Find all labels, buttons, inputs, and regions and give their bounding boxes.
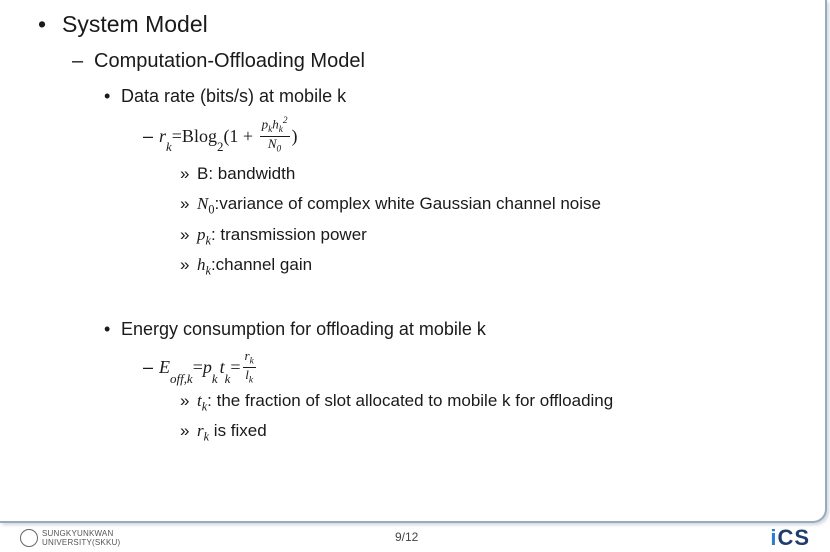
def-text: : transmission power: [210, 225, 367, 244]
university-emblem-icon: [20, 529, 38, 547]
formula2-num-r-sub: k: [249, 356, 254, 367]
bullet-level4: »: [180, 421, 190, 440]
formula1-num-h-sup: 2: [282, 116, 288, 126]
formula1-numerator: [260, 117, 290, 137]
formula2-p: p: [202, 357, 212, 378]
energy-formula: [143, 349, 258, 387]
formula1-lhs-sub: k: [166, 139, 172, 155]
formula2-denominator: [243, 368, 255, 386]
def-sub: k: [203, 429, 210, 444]
def-text: : the fraction of slot allocated to mobile k for offloading: [207, 391, 614, 410]
def-var: t: [197, 391, 202, 410]
data-rate-heading-text: Data rate (bits/s) at mobile k: [121, 86, 347, 106]
formula2-p-sub: k: [211, 370, 218, 386]
formula-dash: –: [143, 125, 154, 146]
def-text: :variance of complex white Gaussian channel noise: [214, 194, 601, 213]
def-var: N: [197, 194, 209, 213]
university-line2: UNIVERSITY(SKKU): [42, 538, 121, 547]
def-sub: k: [201, 399, 208, 414]
def-sub: k: [205, 263, 211, 278]
lab-logo-rest: CS: [777, 525, 810, 550]
formula2-t: t: [219, 357, 225, 378]
formula1-log-sub: 2: [216, 139, 224, 155]
formula2-numerator: [243, 349, 256, 368]
formula2-lhs-sub: off,k: [170, 370, 193, 386]
formula2-t-sub: k: [224, 370, 231, 386]
formula2-lhs-var: E: [159, 357, 171, 378]
def-var: r: [197, 421, 204, 440]
formula1-num-h-sub: k: [278, 124, 283, 135]
def-rate-fixed: [180, 421, 267, 444]
page-number: 9/12: [395, 530, 419, 544]
def-gain: [180, 255, 312, 278]
formula1-fraction: [260, 117, 290, 155]
def-text: :channel gain: [210, 255, 313, 274]
university-line1: SUNGKYUNKWAN: [42, 529, 114, 538]
formula-dash: –: [143, 357, 154, 378]
def-sub: 0: [208, 202, 215, 217]
formula1-num-p: p: [261, 116, 269, 132]
slide-subtitle: [72, 50, 365, 73]
bullet-level4: »: [180, 225, 190, 244]
bullet-level2: –: [72, 50, 84, 72]
title-text: System Model: [62, 11, 208, 37]
university-logo: [20, 529, 120, 547]
def-bandwidth: [180, 164, 295, 184]
formula2-eq2: =: [230, 357, 241, 378]
bullet-level4: »: [180, 391, 190, 410]
data-rate-formula: [143, 117, 298, 155]
def-sub: k: [205, 233, 211, 248]
formula1-denominator: [266, 137, 283, 155]
formula1-den-n-sub: 0: [276, 144, 282, 155]
formula1-close: ): [291, 125, 298, 146]
formula1-open: (1 +: [223, 125, 258, 146]
energy-heading-text: Energy consumption for offloading at mobile k: [121, 319, 486, 339]
slide-title: [38, 11, 208, 38]
lab-logo: [770, 525, 810, 551]
energy-heading: [104, 319, 486, 340]
formula2-eq1: =: [192, 357, 203, 378]
bullet-level3: •: [104, 86, 111, 106]
university-name: [42, 529, 120, 547]
def-var: h: [197, 255, 206, 274]
bullet-level1: •: [38, 11, 47, 37]
def-fraction: [180, 391, 613, 414]
def-text: B: bandwidth: [197, 164, 296, 183]
formula2-fraction: [243, 349, 256, 387]
bullet-level4: »: [180, 164, 190, 183]
def-var: p: [197, 225, 206, 244]
bullet-level4: »: [180, 255, 190, 274]
formula2-den-l-sub: k: [248, 375, 253, 386]
lab-logo-i: i: [770, 525, 778, 550]
bullet-level4: »: [180, 194, 190, 213]
bullet-level3: •: [104, 319, 111, 339]
def-text: is fixed: [209, 421, 267, 440]
formula1-eq-text: =Blog: [171, 125, 217, 146]
formula1-num-h: h: [272, 116, 279, 132]
def-power: [180, 225, 367, 248]
formula2-den-l: l: [245, 367, 249, 383]
formula2-num-r: r: [244, 348, 250, 363]
subtitle-text: Computation-Offloading Model: [94, 50, 365, 72]
formula1-den-n: N: [267, 135, 277, 151]
def-noise: [180, 194, 601, 217]
formula1-num-p-sub: k: [268, 124, 273, 135]
data-rate-heading: [104, 86, 346, 107]
formula1-lhs-var: r: [159, 125, 167, 146]
